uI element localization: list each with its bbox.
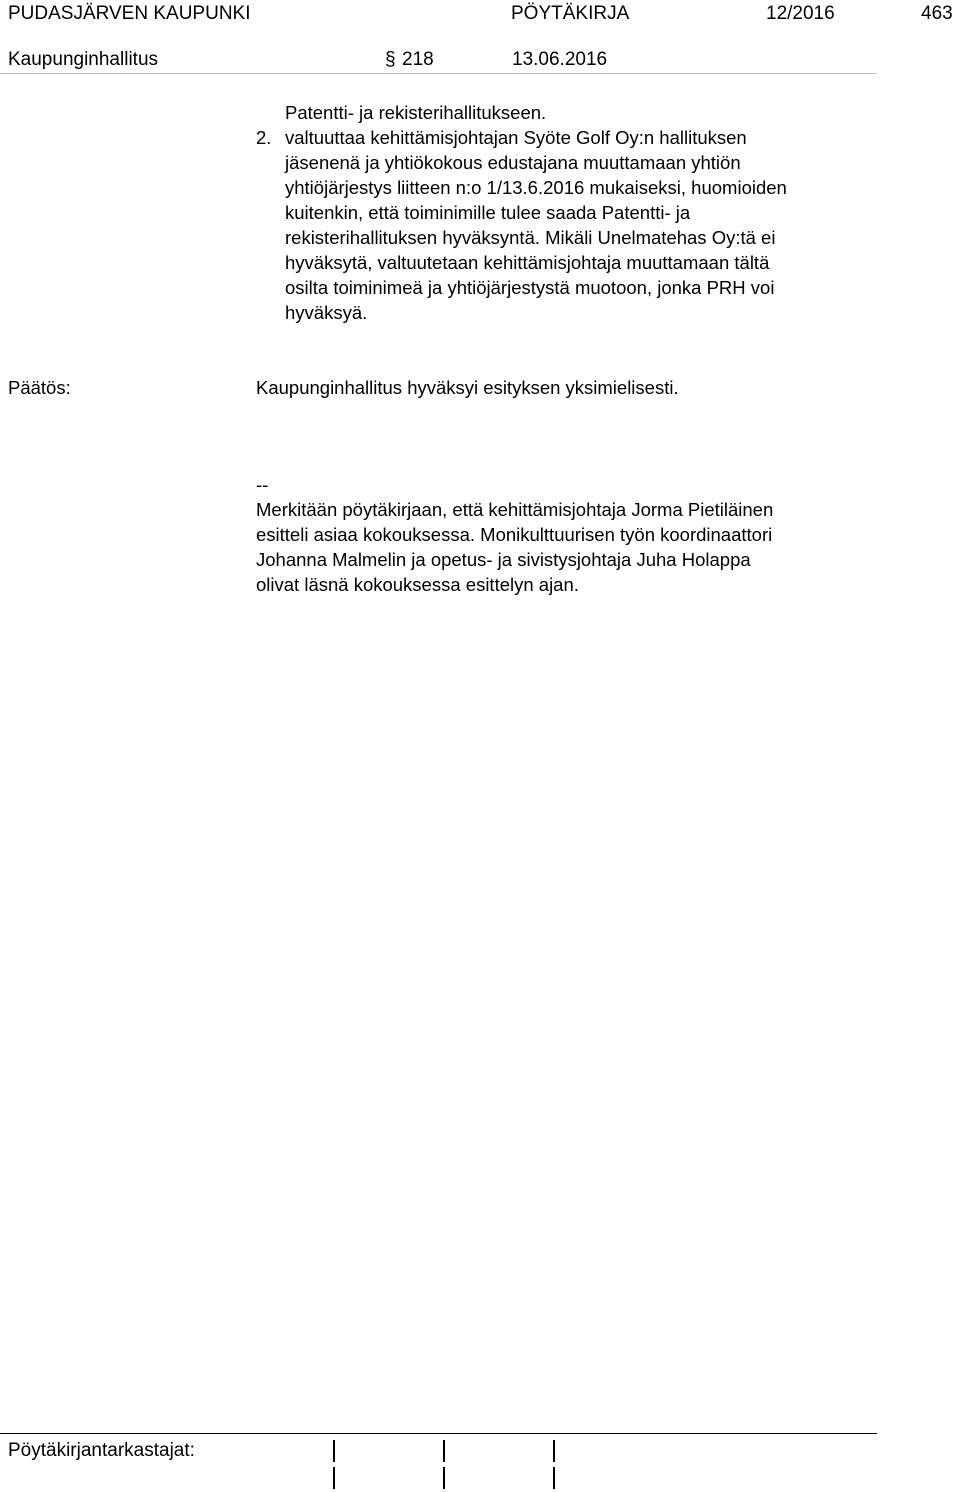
proposal-line: rekisterihallituksen hyväksyntä. Mikäli Unelmatehas Oy:tä ei xyxy=(285,227,776,248)
signature-separator xyxy=(553,1440,555,1462)
meeting-date: 13.06.2016 xyxy=(512,49,608,70)
page-number: 463 xyxy=(921,3,953,24)
signature-separator xyxy=(333,1440,335,1462)
signature-separator xyxy=(443,1440,445,1462)
proposal-line: hyväksyä. xyxy=(285,302,368,323)
note-line: esitteli asiaa kokouksessa. Monikulttuurisen työn koordinaattori xyxy=(256,524,773,545)
proposal-line: valtuuttaa kehittämisjohtajan Syöte Golf Oy:n hallituksen xyxy=(285,127,747,148)
decision-label: Päätös: xyxy=(8,377,71,398)
proposal-item-text xyxy=(285,125,787,325)
footer-divider xyxy=(0,1433,877,1434)
document-number: 12/2016 xyxy=(766,3,835,24)
footer-reviewers-label: Pöytäkirjantarkastajat: xyxy=(8,1440,195,1461)
proposal-line: hyväksytä, valtuutetaan kehittämisjohtaja muuttamaan tältä xyxy=(285,252,770,273)
section-number: 218 xyxy=(402,49,434,70)
proposal-continued-line: Patentti- ja rekisterihallitukseen. xyxy=(285,102,547,123)
decision-text: Kaupunginhallitus hyväksyi esityksen yksimielisesti. xyxy=(256,377,679,398)
document-type: PÖYTÄKIRJA xyxy=(511,3,630,24)
section-symbol: § xyxy=(385,49,396,70)
note-separator: -- xyxy=(256,474,269,495)
note-block xyxy=(256,472,773,597)
signature-separator xyxy=(333,1467,335,1489)
proposal-line: yhtiöjärjestys liitteen n:o 1/13.6.2016 mukaiseksi, huomioiden xyxy=(285,177,787,198)
proposal-line: jäsenenä ja yhtiökokous edustajana muuttamaan yhtiön xyxy=(285,152,741,173)
signature-separator xyxy=(443,1467,445,1489)
proposal-line: kuitenkin, että toiminimille tulee saada Patentti- ja xyxy=(285,202,691,223)
organization-name: PUDASJÄRVEN KAUPUNKI xyxy=(8,3,251,24)
proposal-line: osilta toiminimeä ja yhtiöjärjestystä muotoon, jonka PRH voi xyxy=(285,277,775,298)
body-name: Kaupunginhallitus xyxy=(8,49,159,70)
note-line: Merkitään pöytäkirjaan, että kehittämisjohtaja Jorma Pietiläinen xyxy=(256,499,774,520)
proposal-item-number: 2. xyxy=(256,127,272,148)
note-line: Johanna Malmelin ja opetus- ja sivistysjohtaja Juha Holappa xyxy=(256,549,751,570)
header-divider xyxy=(0,73,877,74)
signature-separator xyxy=(553,1467,555,1489)
note-line: olivat läsnä kokouksessa esittelyn ajan. xyxy=(256,574,579,595)
